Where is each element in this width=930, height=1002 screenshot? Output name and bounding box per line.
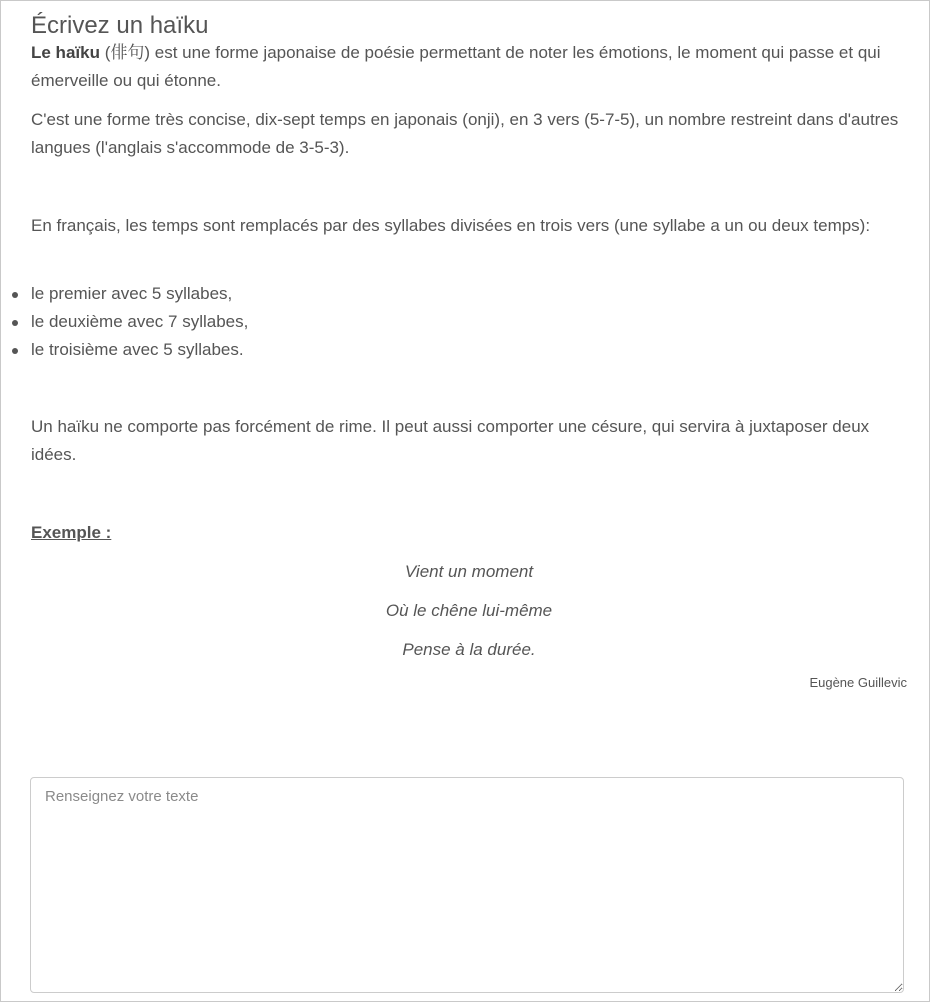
rhyme-paragraph: Un haïku ne comporte pas forcément de rime. Il peut aussi comporter une césure, qui servira à juxtaposer deux idées. [31,417,870,464]
poem-author: Eugène Guillevic [809,675,907,690]
haiku-input-wrapper [30,777,904,993]
haiku-text-input[interactable] [30,777,904,993]
form-description-paragraph: C'est une forme très concise, dix-sept temps en japonais (onji), en 3 vers (5-7-5), un nombre restreint dans d'autres langues (l'anglais s'accommode de 3-5-3). [31,110,899,157]
intro-text: est une forme japonaise de poésie permettant de noter les émotions, le moment qui passe et qui émerveille ou qui étonne. [31,43,881,90]
poem-line-1: Vient un moment [404,562,534,581]
intro-bold-term: Le haïku [31,43,100,62]
french-rule-paragraph: En français, les temps sont remplacés par des syllabes divisées en trois vers (une syllabe a un ou deux temps): [31,216,871,235]
list-item: le troisième avec 5 syllabes. [31,336,248,364]
poem-line-2: Où le chêne lui-même [385,601,553,620]
list-item: le premier avec 5 syllabes, [31,280,248,308]
syllable-list [31,280,248,364]
list-item: le deuxième avec 7 syllabes, [31,308,248,336]
intro-kanji: (俳句) [104,43,151,62]
intro-paragraph [31,39,907,95]
example-label: Exemple : [31,523,112,542]
poem-line-3: Pense à la durée. [402,640,536,659]
page-title: Écrivez un haïku [31,12,209,39]
